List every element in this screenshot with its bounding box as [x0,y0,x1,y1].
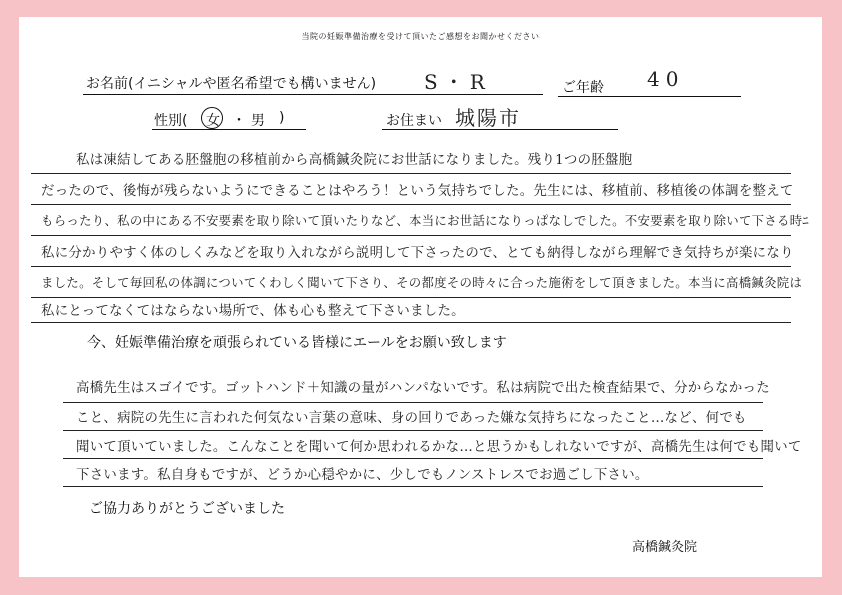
closing-message: ご協力ありがとうございました [89,501,285,517]
residence-value: 城陽市 [455,106,521,130]
gender-male-option: 男 [251,113,265,129]
name-value: S・R [424,70,491,94]
ruled-line [63,430,763,431]
ruled-line [63,402,763,403]
ruled-line [31,235,791,236]
ruled-line [31,266,791,267]
cheer-line: 下さいます。私自身もですが、どうか心穏やかに、少しでもノンストレスでお過ごし下さい。 [76,468,649,483]
age-underline [558,96,741,97]
impressions-line: 私にとってなくてはならない場所で、体も心も整えて下さいました。 [41,304,465,319]
ruled-line [31,173,791,174]
name-underline [83,94,543,95]
survey-title: 当院の妊娠準備治療を受けて頂いたご感想をお聞かせください [301,32,540,41]
ruled-line [31,204,791,205]
residence-label: お住まい [386,113,442,129]
name-label: お名前(イニシャルや匿名希望でも構いません) [86,76,377,92]
ruled-line [63,458,763,459]
cheer-line: こと、病院の先生に言われた何気ない言葉の意味、身の回りであった嫌な気持ちになったこと…など、何でも [76,411,747,426]
ruled-line [31,322,791,323]
cheer-heading: 今、妊娠準備治療を頑張られている皆様にエールをお願い致します [87,335,507,351]
impressions-line: 私に分かりやすく体のしくみなどを取り入れながら説明して下さったので、とても納得しながら理解でき気持ちが楽になり [41,246,794,261]
impressions-line: だったので、後悔が残らないようにできることはやろう！という気持ちでした。先生には、移植前、移植後の体調を整えて [41,184,794,199]
impressions-line: もらったり、私の中にある不安要素を取り除いて頂いたりなど、本当にお世話になりっぱなしでした。不安要素を取り除いて下さる時ﾆ [41,213,809,228]
gender-label: 性別( [154,113,188,129]
age-label: ご年齢 [562,80,604,96]
ruled-line [31,297,791,298]
ruled-line [63,486,763,487]
clinic-name: 高橋鍼灸院 [632,540,698,555]
gender-underline [152,129,306,130]
residence-underline [382,129,618,130]
impressions-line: 私は凍結してある胚盤胞の移植前から高橋鍼灸院にお世話になりました。残り1つの胚盤胞 [76,153,633,168]
age-value: 40 [647,67,685,91]
gender-close-paren: ) [279,110,285,126]
impressions-line: ました。そして毎回私の体調についてくわしく聞いて下さり、その都度その時々に合った施術をして頂きました。本当に高橋鍼灸院は [41,275,803,290]
survey-sheet [19,17,822,577]
gender-female-option: 女 [206,113,220,129]
cheer-line: 高橋先生はスゴイです。ゴットハンド＋知識の量がハンパないです。私は病院で出た検査結果で、分からなかった [76,381,770,396]
cheer-line: 聞いて頂いていました。こんなことを聞いて何か思われるかな…と思うかもしれないですが、高橋先生は何でも聞いて [76,440,802,455]
gender-separator: ・ [232,113,246,129]
